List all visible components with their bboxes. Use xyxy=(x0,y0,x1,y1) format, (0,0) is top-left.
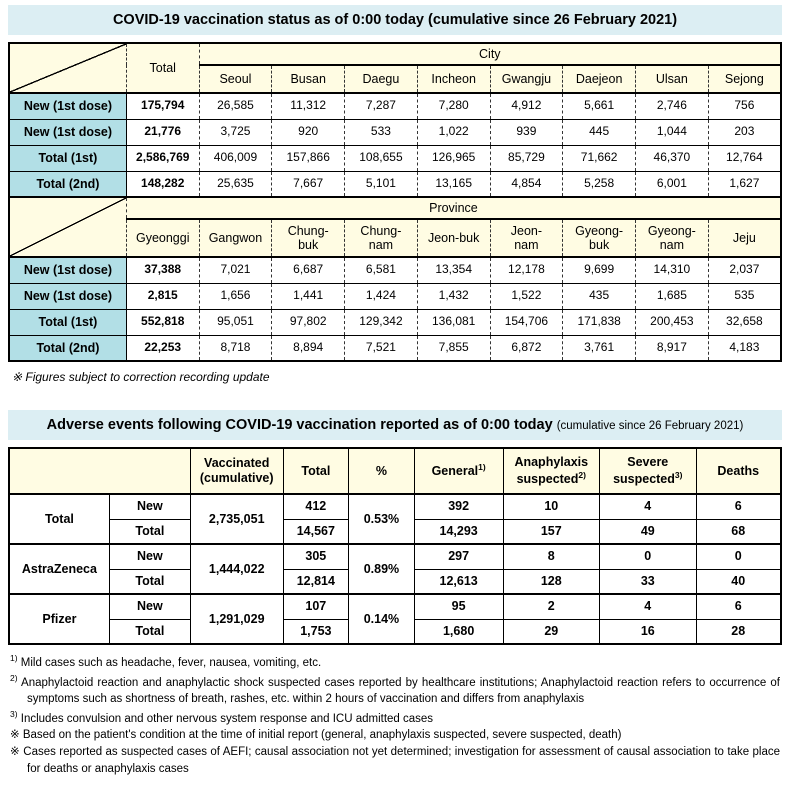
value-cell: 32,658 xyxy=(708,309,781,335)
province-section-header xyxy=(9,197,781,257)
value-cell: 1,680 xyxy=(414,619,503,644)
value-cell: 7,280 xyxy=(417,93,490,119)
general-sup: 1) xyxy=(478,462,486,473)
value-cell: 1,522 xyxy=(490,283,563,309)
footnote-marker: 3) xyxy=(10,708,18,719)
city-section-header xyxy=(9,43,781,93)
value-cell: 6,872 xyxy=(490,335,563,361)
value-cell: 6,687 xyxy=(272,257,345,283)
value-cell: 0.14% xyxy=(349,594,415,644)
table-row xyxy=(9,171,781,197)
value-cell: 0.53% xyxy=(349,494,415,544)
value-cell: 68 xyxy=(696,519,781,544)
adverse-events-table xyxy=(8,447,782,645)
region-column-header: Daegu xyxy=(345,65,418,93)
region-column-header: Ulsan xyxy=(636,65,709,93)
value-cell: 533 xyxy=(345,119,418,145)
value-cell: 4 xyxy=(600,594,697,619)
correction-footnote: ※ Figures subject to correction recording update xyxy=(12,370,270,384)
region-column-header: Busan xyxy=(272,65,345,93)
value-cell: 392 xyxy=(414,494,503,519)
footnote: ※ Cases reported as suspected cases of AEFI; causal association not yet determined; investigation for assessment of causal association to take place for deaths or anaphylaxis cases xyxy=(10,745,780,775)
region-column-header: Jeon-nam xyxy=(490,219,563,257)
value-cell: 3,761 xyxy=(563,335,636,361)
value-cell: 157 xyxy=(503,519,600,544)
value-cell: 8,894 xyxy=(272,335,345,361)
value-cell: 12,764 xyxy=(708,145,781,171)
value-cell: 136,081 xyxy=(417,309,490,335)
value-cell: 12,613 xyxy=(414,569,503,594)
region-column-header: Gwangju xyxy=(490,65,563,93)
value-cell: 2,746 xyxy=(636,93,709,119)
severe-column-header xyxy=(600,448,697,494)
value-cell: 535 xyxy=(708,283,781,309)
value-cell: 297 xyxy=(414,544,503,569)
region-column-header: Chung-buk xyxy=(272,219,345,257)
table-row xyxy=(9,93,781,119)
value-cell: 148,282 xyxy=(126,171,199,197)
value-cell: 129,342 xyxy=(345,309,418,335)
row-label: Total (2nd) xyxy=(9,171,126,197)
value-cell: 14,310 xyxy=(636,257,709,283)
value-cell: 4 xyxy=(600,494,697,519)
table-row xyxy=(9,494,781,519)
value-cell: 8,917 xyxy=(636,335,709,361)
vaccine-name-label: AstraZeneca xyxy=(9,544,109,594)
province-group-header: Province xyxy=(126,197,781,219)
value-cell: 1,291,029 xyxy=(190,594,283,644)
value-cell: 85,729 xyxy=(490,145,563,171)
value-cell: 4,183 xyxy=(708,335,781,361)
value-cell: 2,735,051 xyxy=(190,494,283,544)
value-cell: 14,567 xyxy=(283,519,349,544)
value-cell: 1,441 xyxy=(272,283,345,309)
value-cell: 8,718 xyxy=(199,335,272,361)
region-column-header: Incheon xyxy=(417,65,490,93)
vaccination-status-title: COVID-19 vaccination status as of 0:00 today (cumulative since 26 February 2021) xyxy=(112,12,678,28)
value-cell: 12,178 xyxy=(490,257,563,283)
value-cell: 920 xyxy=(272,119,345,145)
value-cell: 3,725 xyxy=(199,119,272,145)
adverse-events-title-paren: (cumulative since 26 February 2021) xyxy=(556,420,744,432)
table-row xyxy=(9,283,781,309)
row-label: Total (1st) xyxy=(9,309,126,335)
value-cell: 33 xyxy=(600,569,697,594)
row-label: Total (2nd) xyxy=(9,335,126,361)
row-label: New xyxy=(109,594,190,619)
table-row xyxy=(9,594,781,619)
value-cell: 10 xyxy=(503,494,600,519)
value-cell: 7,855 xyxy=(417,335,490,361)
value-cell: 107 xyxy=(283,594,349,619)
value-cell: 49 xyxy=(600,519,697,544)
region-column-header: Sejong xyxy=(708,65,781,93)
region-column-header: Gyeong-nam xyxy=(636,219,709,257)
value-cell: 1,685 xyxy=(636,283,709,309)
footnote-marker: ※ xyxy=(10,745,20,758)
percent-column-header: % xyxy=(349,448,415,494)
value-cell: 13,165 xyxy=(417,171,490,197)
footnotes-block xyxy=(10,652,780,777)
value-cell: 2,037 xyxy=(708,257,781,283)
value-cell: 46,370 xyxy=(636,145,709,171)
value-cell: 5,101 xyxy=(345,171,418,197)
value-cell: 435 xyxy=(563,283,636,309)
diagonal-corner-cell xyxy=(9,197,126,257)
value-cell: 95,051 xyxy=(199,309,272,335)
region-column-header: Jeju xyxy=(708,219,781,257)
footnote: ※ Based on the patient's condition at the time of initial report (general, anaphylaxis suspected, severe suspected, death) xyxy=(10,729,622,742)
footnote: $^{2)}$ Anaphylactoid reaction and anaphylactic shock suspected cases reported by healthcare institutions; Anaphylactoid reaction refers to occurrence of symptoms such as shortness of breath, rashes, etc. within 2 hours of vaccination and differs from anaphylaxis xyxy=(10,672,780,705)
value-cell: 756 xyxy=(708,93,781,119)
vaccination-status-table xyxy=(8,42,782,362)
value-cell: 4,912 xyxy=(490,93,563,119)
city-data-rows xyxy=(9,93,781,197)
vaccine-name-label: Pfizer xyxy=(9,594,109,644)
table-row xyxy=(9,335,781,361)
value-cell: 6,001 xyxy=(636,171,709,197)
value-cell: 0 xyxy=(696,544,781,569)
footnote: $^{1)}$ Mild cases such as headache, fever, nausea, vomiting, etc. xyxy=(10,653,322,669)
region-column-header: Seoul xyxy=(199,65,272,93)
value-cell: 25,635 xyxy=(199,171,272,197)
value-cell: 37,388 xyxy=(126,257,199,283)
row-label: Total xyxy=(109,569,190,594)
value-cell: 1,444,022 xyxy=(190,544,283,594)
value-cell: 95 xyxy=(414,594,503,619)
value-cell: 1,753 xyxy=(283,619,349,644)
table-row xyxy=(9,119,781,145)
value-cell: 2,815 xyxy=(126,283,199,309)
value-cell: 26,585 xyxy=(199,93,272,119)
province-data-rows xyxy=(9,257,781,361)
table-row xyxy=(9,145,781,171)
value-cell: 28 xyxy=(696,619,781,644)
anaphylaxis-sup: 2) xyxy=(578,469,586,480)
row-label: New xyxy=(109,544,190,569)
value-cell: 16 xyxy=(600,619,697,644)
value-cell: 1,022 xyxy=(417,119,490,145)
region-column-header: Chung-nam xyxy=(345,219,418,257)
value-cell: 12,814 xyxy=(283,569,349,594)
adverse-events-rows xyxy=(9,494,781,644)
value-cell: 939 xyxy=(490,119,563,145)
value-cell: 445 xyxy=(563,119,636,145)
adverse-events-title-bar xyxy=(8,410,782,440)
region-column-header: Gyeonggi xyxy=(126,219,199,257)
footnote: $^{3)}$ Includes convulsion and other nervous system response and ICU admitted cases xyxy=(10,708,434,725)
general-label: General xyxy=(431,464,479,479)
value-cell: 71,662 xyxy=(563,145,636,171)
empty-corner-cell xyxy=(9,448,190,494)
value-cell: 200,453 xyxy=(636,309,709,335)
value-cell: 2,586,769 xyxy=(126,145,199,171)
row-label: New (1st dose) xyxy=(9,119,126,145)
value-cell: 4,854 xyxy=(490,171,563,197)
table-row xyxy=(9,257,781,283)
value-cell: 21,776 xyxy=(126,119,199,145)
value-cell: 1,424 xyxy=(345,283,418,309)
row-label: New (1st dose) xyxy=(9,283,126,309)
footnote-marker: 2) xyxy=(10,672,18,683)
value-cell: 1,656 xyxy=(199,283,272,309)
value-cell: 6 xyxy=(696,594,781,619)
anaphylaxis-column-header xyxy=(503,448,600,494)
adverse-events-title: Adverse events following COVID-19 vaccination reported as of 0:00 today xyxy=(46,417,553,433)
value-cell: 0.89% xyxy=(349,544,415,594)
value-cell: 11,312 xyxy=(272,93,345,119)
value-cell: 9,699 xyxy=(563,257,636,283)
value-cell: 406,009 xyxy=(199,145,272,171)
value-cell: 7,521 xyxy=(345,335,418,361)
value-cell: 175,794 xyxy=(126,93,199,119)
region-column-header: Gangwon xyxy=(199,219,272,257)
total-column-header: Total xyxy=(126,43,199,93)
value-cell: 7,667 xyxy=(272,171,345,197)
row-label: Total (1st) xyxy=(9,145,126,171)
vaccinated-column-header: Vaccinated (cumulative) xyxy=(190,448,283,494)
value-cell: 7,021 xyxy=(199,257,272,283)
diagonal-corner-cell xyxy=(9,43,126,93)
value-cell: 157,866 xyxy=(272,145,345,171)
value-cell: 6 xyxy=(696,494,781,519)
row-label: Total xyxy=(109,619,190,644)
row-label: New xyxy=(109,494,190,519)
row-label: Total xyxy=(109,519,190,544)
table-row xyxy=(9,544,781,569)
severe-label: Severe suspected xyxy=(613,454,675,487)
city-group-header: City xyxy=(199,43,781,65)
value-cell: 203 xyxy=(708,119,781,145)
footnote-marker: ※ xyxy=(10,729,20,742)
value-cell: 29 xyxy=(503,619,600,644)
value-cell: 7,287 xyxy=(345,93,418,119)
value-cell: 5,661 xyxy=(563,93,636,119)
general-column-header xyxy=(414,448,503,494)
value-cell: 0 xyxy=(600,544,697,569)
table-row xyxy=(9,309,781,335)
row-label: New (1st dose) xyxy=(9,257,126,283)
value-cell: 2 xyxy=(503,594,600,619)
region-column-header: Jeon-buk xyxy=(417,219,490,257)
value-cell: 128 xyxy=(503,569,600,594)
region-column-header: Daejeon xyxy=(563,65,636,93)
vaccination-status-title-bar xyxy=(8,5,782,35)
value-cell: 552,818 xyxy=(126,309,199,335)
deaths-column-header: Deaths xyxy=(696,448,781,494)
anaphylaxis-label: Anaphylaxis suspected xyxy=(514,454,589,487)
value-cell: 13,354 xyxy=(417,257,490,283)
value-cell: 154,706 xyxy=(490,309,563,335)
value-cell: 126,965 xyxy=(417,145,490,171)
value-cell: 22,253 xyxy=(126,335,199,361)
value-cell: 1,627 xyxy=(708,171,781,197)
value-cell: 6,581 xyxy=(345,257,418,283)
adverse-events-header xyxy=(9,448,781,494)
vaccine-name-label: Total xyxy=(9,494,109,544)
total-column-header: Total xyxy=(283,448,349,494)
value-cell: 305 xyxy=(283,544,349,569)
region-column-header: Gyeong-buk xyxy=(563,219,636,257)
value-cell: 97,802 xyxy=(272,309,345,335)
value-cell: 14,293 xyxy=(414,519,503,544)
value-cell: 1,432 xyxy=(417,283,490,309)
row-label: New (1st dose) xyxy=(9,93,126,119)
value-cell: 40 xyxy=(696,569,781,594)
value-cell: 8 xyxy=(503,544,600,569)
value-cell: 5,258 xyxy=(563,171,636,197)
value-cell: 171,838 xyxy=(563,309,636,335)
severe-sup: 3) xyxy=(674,469,683,480)
value-cell: 412 xyxy=(283,494,349,519)
footnote-marker: 1) xyxy=(10,653,18,663)
value-cell: 1,044 xyxy=(636,119,709,145)
value-cell: 108,655 xyxy=(345,145,418,171)
